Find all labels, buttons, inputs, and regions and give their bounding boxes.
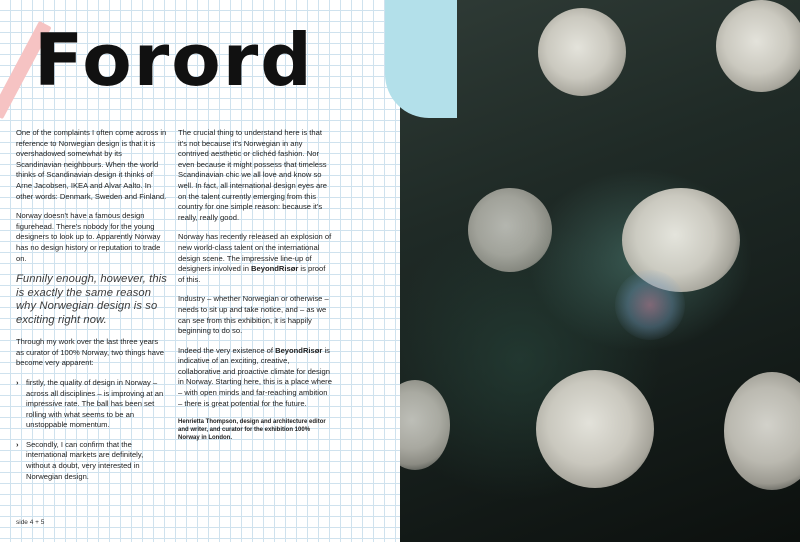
page-number: side 4 + 5 — [16, 519, 45, 526]
text-run: is indicative of an exciting, creative, collaborative and proactive climate for design in Norway. Starting here, this is a place where – with open minds and far-reaching ambition – there is great potential for the future. — [178, 345, 332, 408]
paragraph: Through my work over the last three years as curator of 100% Norway, two things have become very apparent: — [16, 337, 165, 368]
paragraph — [178, 346, 332, 410]
light-dot — [468, 188, 552, 272]
paragraph: One of the complaints I often come across in reference to Norwegian design is that it is overshadowed somewhat by its Scandinavian neighbours. When the world thinks of Scandinavian design it thinks of Arne Jacobsen, IKEA and Alvar Aalto. In other words: Denmark, Sweden and Finland. — [16, 128, 167, 201]
page-title: Forord — [34, 18, 314, 102]
bullet-item — [16, 440, 168, 482]
brand-name: BeyondRisør — [275, 345, 323, 355]
text-run: is proof of this. — [178, 264, 326, 284]
photo-page — [400, 0, 800, 542]
text-run: Norway has recently released an explosion of new world-class talent on the international design scene. The impressive line-up of designers involved in — [178, 232, 332, 274]
bullet-item — [16, 378, 168, 431]
chevron-right-icon: › — [16, 439, 19, 449]
lens-flare — [615, 270, 685, 340]
chevron-right-icon: › — [16, 377, 19, 387]
light-dot — [716, 0, 800, 92]
bullet-text: Secondly, I can confirm that the international markets are definitely, without a doubt, very interested in Norwegian design. — [26, 439, 144, 481]
paragraph — [178, 232, 332, 285]
pull-quote: Funnily enough, however, this is exactly the same reason why Norwegian design is so exciting right now. — [16, 273, 167, 326]
author-credit: Henrietta Thompson, design and architecture editor and writer, and curator for the exhibition 100% Norway in London. — [178, 419, 326, 442]
paragraph: The crucial thing to understand here is that it's not because it's Norwegian in any contrived aesthetic or clichéd fashion. Nor even because it might possess that timeless Scandinavian chic we all love and know so well. In fact, all international design eyes are on the talent currently emerging from this country for one simple reason: because it's really, really good. — [178, 128, 328, 222]
text-column-left — [16, 128, 168, 491]
light-dot — [724, 372, 800, 490]
text-column-right — [178, 128, 332, 451]
brand-name: BeyondRisør — [251, 264, 299, 274]
blue-tab-decoration — [385, 0, 457, 118]
bullet-text: firstly, the quality of design in Norway – across all disciplines – is improving at an impressive rate. The ball has been set rolling with what seems to be an unstoppable momentum. — [26, 377, 164, 430]
light-dot — [400, 380, 450, 470]
text-run: Indeed the very existence of — [178, 345, 276, 355]
bullet-list — [16, 378, 168, 482]
light-dot — [536, 370, 654, 488]
paragraph: Norway doesn't have a famous design figurehead. There's nobody for the young designers to look up to. Apparently Norway has no design history or reputation to trade on. — [16, 211, 161, 263]
light-dot — [538, 8, 626, 96]
paragraph: Industry – whether Norwegian or otherwise – needs to sit up and take notice, and – as we can see from this exhibition, it is happily beginning to do so. — [178, 294, 329, 336]
